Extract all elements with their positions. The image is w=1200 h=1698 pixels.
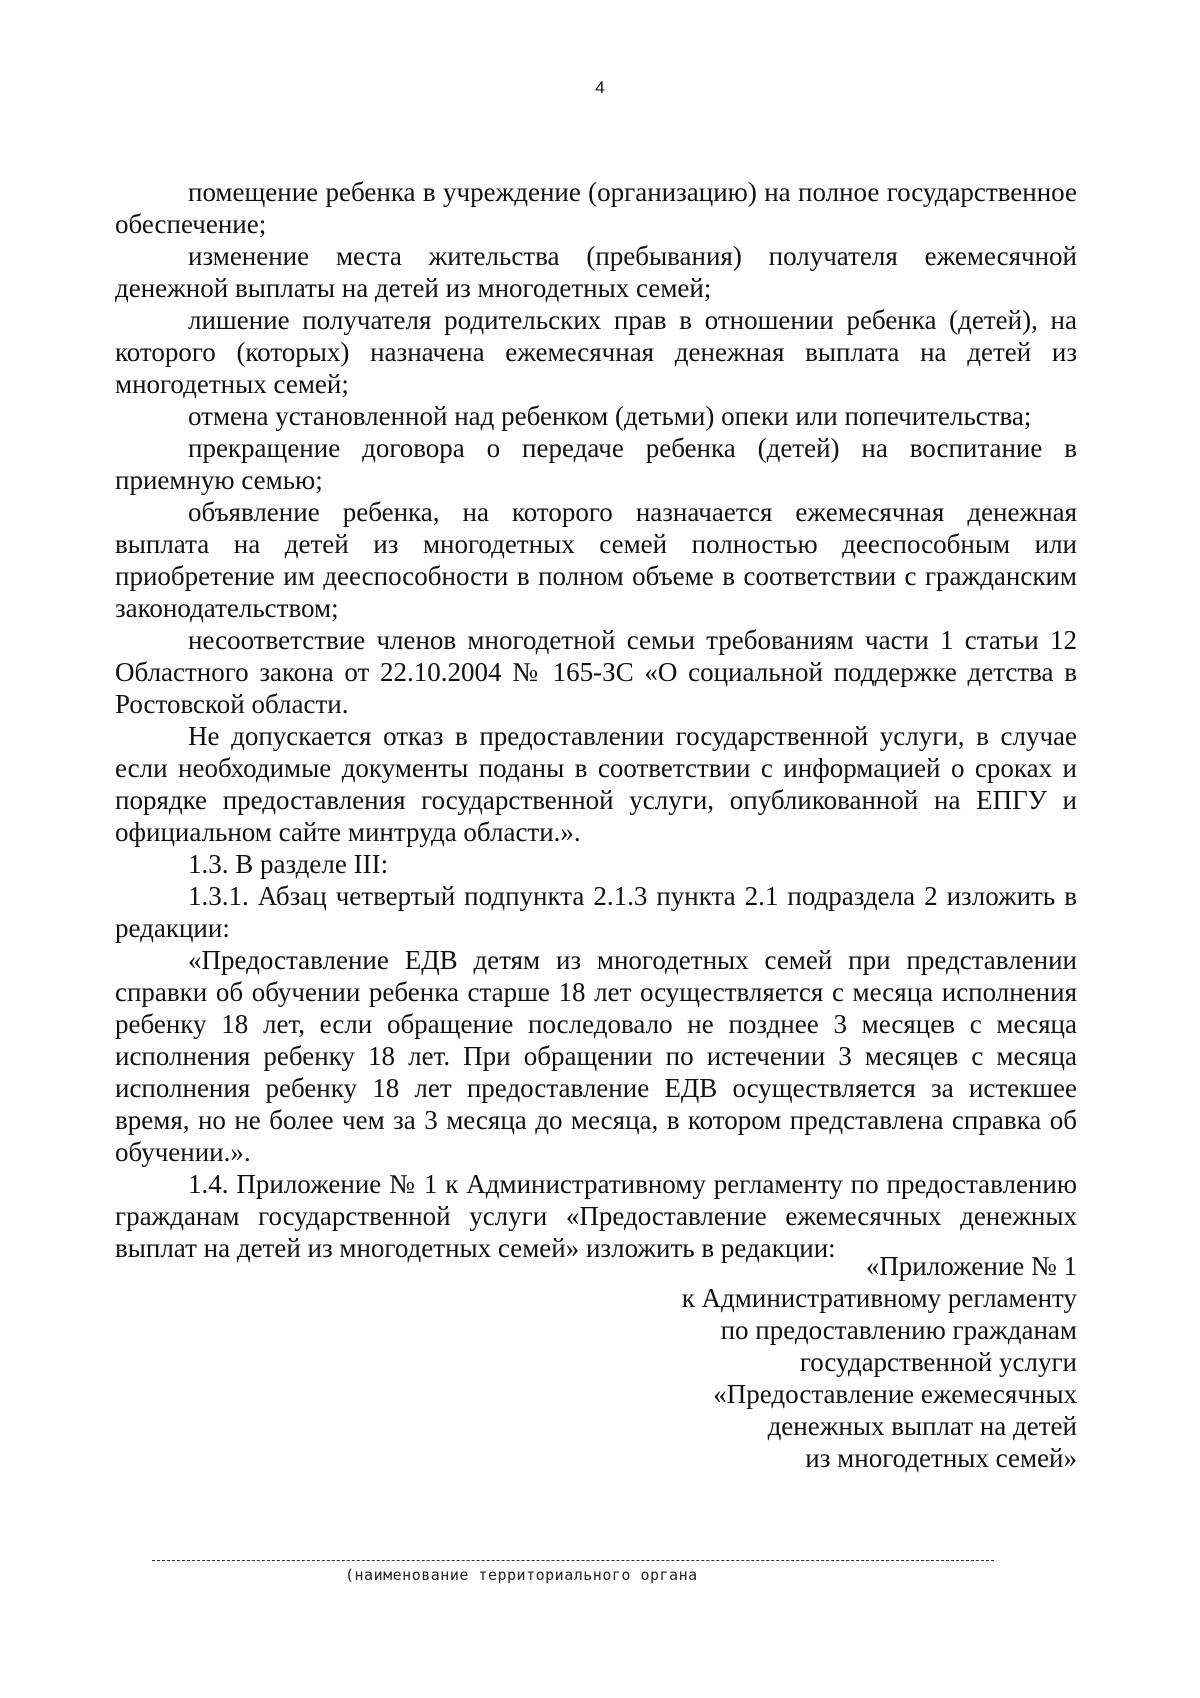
paragraph: несоответствие членов многодетной семьи требованиям части 1 статьи 12 Областного закона от 22.10.2004 № 165-ЗС «О социальной поддержке детства в Ростовской области. <box>115 625 1077 719</box>
paragraph: изменение места жительства (пребывания) получателя ежемесячной денежной выплаты на детей из многодетных семей; <box>115 241 1077 303</box>
paragraph: Не допускается отказ в предоставлении государственной услуги, в случае если необходимые документы поданы в соответствии с информацией о сроках и порядке предоставления государственной услуги, опубликованной на ЕПГУ и официальном сайте минтруда области.». <box>115 721 1077 847</box>
appendix-header <box>477 1250 1077 1474</box>
form-fill-line <box>152 1560 994 1561</box>
paragraph: прекращение договора о передаче ребенка (детей) на воспитание в приемную семью; <box>115 433 1077 495</box>
appendix-line: денежных выплат на детей <box>767 1411 1077 1441</box>
paragraph: лишение получателя родительских прав в отношении ребенка (детей), на которого (которых) назначена ежемесячная денежная выплата на детей из многодетных семей; <box>115 305 1077 399</box>
appendix-line: «Предоставление ежемесячных <box>713 1379 1077 1409</box>
appendix-line: к Административному регламенту <box>681 1283 1077 1313</box>
paragraph: 1.4. Приложение № 1 к Административному регламенту по предоставлению гражданам государственной услуги «Предоставление ежемесячных денежных выплат на детей из многодетных семей» изложить в редакции: <box>115 1169 1077 1263</box>
appendix-line: «Приложение № 1 <box>865 1251 1077 1281</box>
appendix-line: по предоставлению гражданам <box>720 1315 1077 1345</box>
paragraph: отмена установленной над ребенком (детьми) опеки или попечительства; <box>188 401 1032 431</box>
appendix-line: из многодетных семей» <box>805 1443 1077 1473</box>
quoted-paragraph: «Предоставление ЕДВ детям из многодетных семей при представлении справки об обучении ребенка старше 18 лет осуществляется с месяца исполнения ребенку 18 лет, если обращение последовало не позднее 3 месяцев с месяца исполнения ребенку 18 лет. При обращении по истечении 3 месяцев с месяца исполнения ребенку 18 лет предоставление ЕДВ осуществляется за истекшее время, но не более чем за 3 месяца до месяца, в котором представлена справка об обучении.». <box>115 945 1077 1167</box>
appendix-line: государственной услуги <box>799 1347 1077 1377</box>
document-body <box>115 176 1077 1264</box>
page-number: 4 <box>595 78 605 97</box>
paragraph: помещение ребенка в учреждение (организацию) на полное государственное обеспечение; <box>115 177 1077 239</box>
paragraph: 1.3.1. Абзац четвертый подпункта 2.1.3 пункта 2.1 подраздела 2 изложить в редакции: <box>115 881 1077 943</box>
paragraph: объявление ребенка, на которого назначается ежемесячная денежная выплата на детей из многодетных семей полностью дееспособным или приобретение им дееспособности в полном объеме в соответствии с гражданским законодательством; <box>115 497 1077 623</box>
form-field-caption: (наименование территориального органа <box>345 1566 698 1584</box>
section-heading: 1.3. В разделе III: <box>188 849 389 879</box>
